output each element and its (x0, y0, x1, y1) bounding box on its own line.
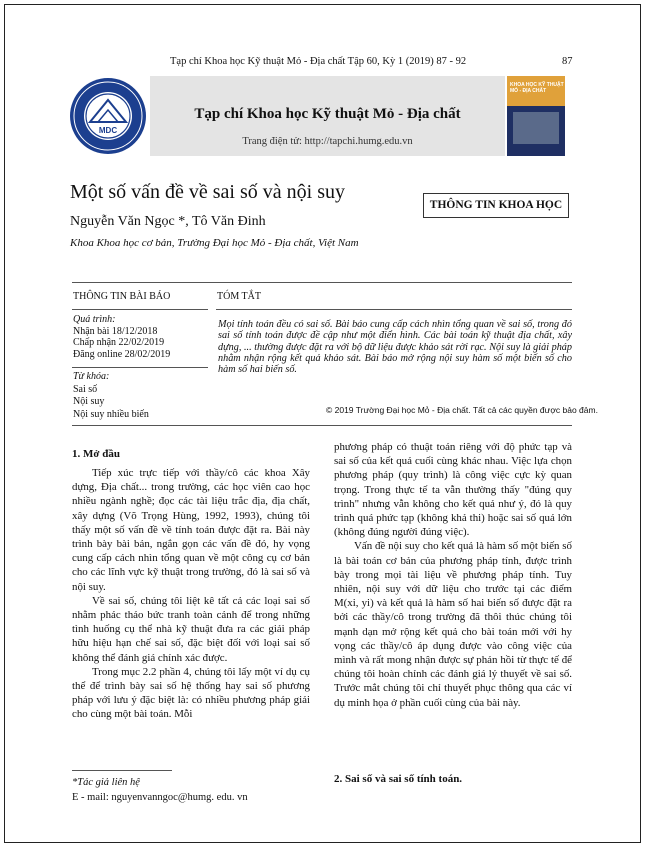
authors: Nguyễn Văn Ngọc *, Tô Văn Đinh (70, 214, 266, 229)
paragraph: Về sai số, chúng tôi liệt kê tất cả các loại sai số nhằm phác thảo bức tranh toàn cảnh để trong những tình huống cụ thể nhà kỹ thuật đưa ra các giải pháp hữu hiệu hạn chế sai số, đặc biệt đối với loại sai số không thể đánh giá chính xác được. (72, 594, 310, 664)
paragraph: Trong mục 2.2 phần 4, chúng tôi lấy một ví dụ cụ thể để trình bày sai số hệ thống hay sai số phương pháp với lưu ý đặc biệt là: có nhiều phương pháp giải cho cùng một bài toán. Mỗi (72, 665, 310, 721)
rule-info (72, 309, 208, 310)
section-2-title: 2. Sai số và sai số tính toán. (334, 773, 463, 785)
university-logo (68, 76, 148, 156)
online-date: Đăng online 28/02/2019 (73, 348, 171, 360)
section-1-title: 1. Mở đầu (72, 448, 120, 460)
rule-top (72, 282, 572, 283)
keywords-label: Từ khóa: (73, 371, 110, 382)
article-info-dates (73, 314, 170, 360)
journal-website[interactable]: Trang điện tử: http://tapchi.humg.edu.vn (242, 136, 413, 147)
page-number: 87 (562, 56, 573, 67)
cover-title: KHOA HỌC KỸ THUẬT MỎ - ĐỊA CHẤT (510, 82, 564, 94)
abstract-text: Mọi tính toán đều có sai số. Bài báo cung cấp cách nhìn tổng quan về sai số, trong đó sai số tính toán được đề cập như một điển hình. Các bài toán kỹ thuật địa chất, xây dựng, ... thường được đặt ra với bộ dữ liệu được khảo sát rời rạc. Nội suy là giải pháp nhằm nhận rộng kết quả khảo sát. Bài báo mở rộng nội suy hàm số một biến số cho hàm số hai biến số. (218, 319, 572, 376)
affiliation: Khoa Khoa học cơ bản, Trường Đại học Mỏ - Địa chất, Việt Nam (70, 237, 359, 249)
rule-bottom (72, 425, 572, 426)
keyword: Nội suy nhiều biến (73, 408, 149, 420)
rule-keywords (72, 367, 208, 368)
paragraph: Vấn đề nội suy cho kết quả là hàm số một biến số là bài toán cơ bản của phương pháp tính, được trình bày trong mọi tài liệu về phương pháp tính. Tuy nhiên, nội suy với dữ liệu cho trước tại các điểm M(xi, yi) và kết quả là hàm số hai biến số được đặt ra bởi các thầy/cô trong trường đã thôi thúc chúng tôi mạnh dạn mở rộng kết quả cho bài toán mới với hy vọng các thầy/cô áp dụng được vào công việc của mình và rất mong nhận được sự phản hồi từ thực tế để chúng tôi hoàn chỉnh các đánh giá lý thuyết về sai số. Trước mắt chúng tôi chỉ thuyết phục thông qua các ví dụ minh họa ở phần cuối cùng của bài này. (334, 540, 572, 709)
rule-abstract (216, 309, 572, 310)
right-column (334, 440, 572, 710)
paragraph: phương pháp có thuật toán riêng với độ phức tạp và sai số của kết quả cuối cùng khác nhau. Việc lựa chọn phương pháp (quy trình) là công việc cực kỳ quan trọng. Trong thực tế ta vẫn thường thấy "đúng quy trình" nhưng vẫn không cho kết quả như ý, đó là quy trình quá phức tạp (không khả thi) hoặc sai số quá lớn (không đúng người đúng việc). (334, 441, 572, 539)
running-head: Tạp chí Khoa học Kỹ thuật Mỏ - Địa chất Tập 60, Kỳ 1 (2019) 87 - 92 (170, 56, 467, 67)
keyword: Nội suy (73, 396, 105, 407)
keyword: Sai số (73, 383, 98, 395)
abstract-heading: TÓM TẮT (217, 291, 261, 302)
accepted-date: Chấp nhận 22/02/2019 (73, 337, 165, 348)
process-label: Quá trình: (73, 314, 116, 325)
footnote-rule (72, 770, 172, 771)
keywords-block (73, 371, 149, 421)
paragraph: Tiếp xúc trực tiếp với thầy/cô các khoa Xây dựng, Địa chất... trong trường, các học viên cao học nhiều ngành nghề; đọc các tài liệu trắc địa, địa chất, xây dựng (Võ Trọng Hùng, 1992, 1993), chúng tôi thấy một số vấn đề về tính toán được đặt ra. Bài này trình bày bài bản, ngắn gọn các vấn đề đó, hy vọng cung cấp cách nhìn tổng quan về một công cụ cơ bản cho các lĩnh vực kỹ thuật trong trường, đó là sai số và nội suy. (72, 467, 310, 593)
article-title: Một số vấn đề về sai số và nội suy (70, 181, 345, 203)
received-date: Nhận bài 18/12/2018 (73, 325, 158, 337)
journal-name: Tạp chí Khoa học Kỹ thuật Mỏ - Địa chất (194, 106, 461, 122)
footnote (72, 775, 248, 805)
journal-banner (150, 76, 505, 156)
footnote-label: *Tác giả liên hệ (72, 777, 140, 788)
logo-text: MDC (98, 126, 118, 135)
category-box: THÔNG TIN KHOA HỌC (423, 193, 569, 218)
copyright: © 2019 Trường Đại học Mỏ - Địa chất. Tất cả các quyền được bảo đảm. (326, 405, 598, 415)
left-column (72, 466, 310, 722)
article-info-heading: THÔNG TIN BÀI BÁO (73, 291, 171, 302)
journal-cover-image (507, 76, 565, 156)
footnote-email[interactable]: E - mail: nguyenvanngoc@humg. edu. vn (72, 792, 248, 803)
